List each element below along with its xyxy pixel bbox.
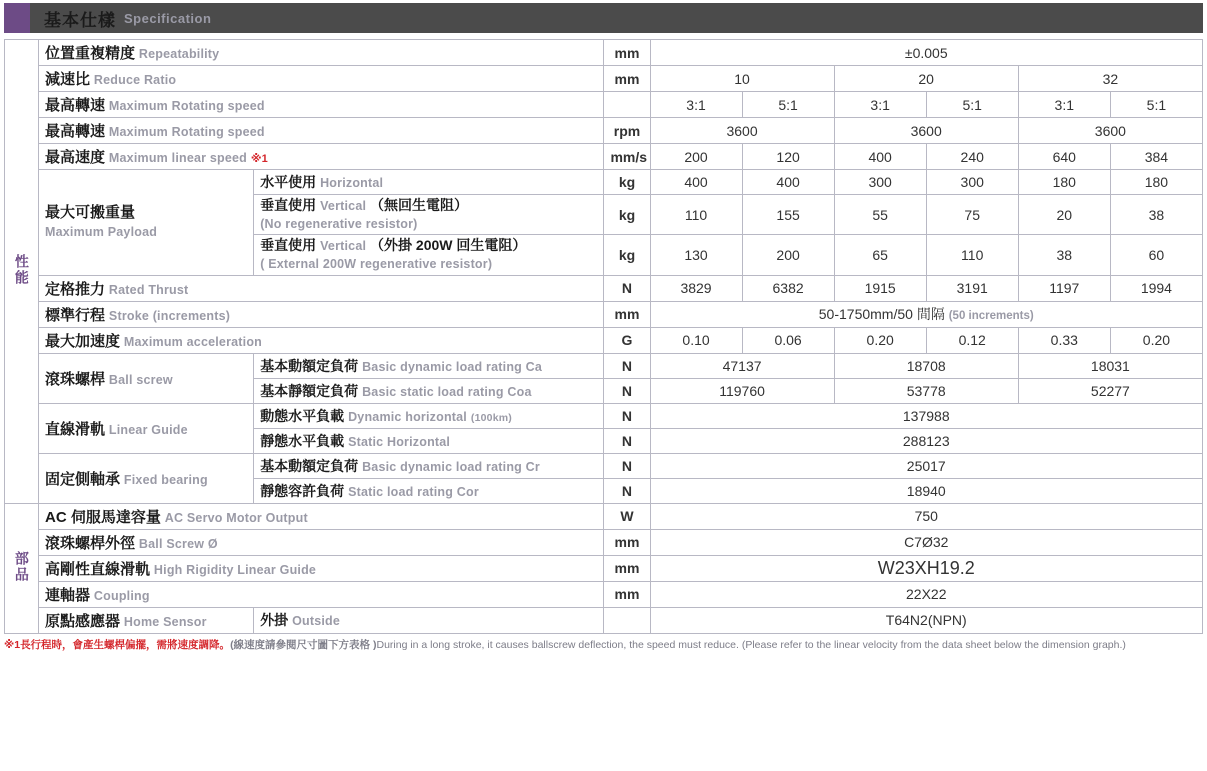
row-label-ball-screw-diameter: 滾珠螺桿外徑 Ball Screw Ø [39, 529, 604, 555]
table-row [5, 170, 1203, 195]
value-cell: 18940 [650, 478, 1203, 503]
subrow-label-dynamic-horizontal: 動態水平負載 Dynamic horizontal (100km) [254, 403, 604, 428]
value-cell: 0.06 [742, 327, 834, 353]
section-title-bar [4, 3, 1203, 33]
subrow-label-static-horizontal: 靜態水平負載 Static Horizontal [254, 428, 604, 453]
unit-home-sensor [604, 607, 650, 633]
row-label-reduce-ratio: 減速比 Reduce Ratio [39, 66, 604, 92]
spec-sheet-page [0, 3, 1207, 651]
row-label-high-rigidity-guide: 高剛性直線滑軌 High Rigidity Linear Guide [39, 555, 604, 581]
value-cell: 38 [1110, 195, 1202, 235]
value-screw-dia: C7Ø32 [650, 529, 1203, 555]
row-label-coupling: 連軸器 Coupling [39, 581, 604, 607]
value-cell: 5:1 [742, 92, 834, 118]
value-cell: 3191 [926, 275, 1018, 301]
value-cell: 75 [926, 195, 1018, 235]
value-cell: 6382 [742, 275, 834, 301]
value-cell: 240 [926, 144, 1018, 170]
unit-coa: N [604, 378, 650, 403]
unit-max-rot-rpm: rpm [604, 118, 650, 144]
table-row [5, 607, 1203, 633]
value-cell: 0.10 [650, 327, 742, 353]
value-home-sensor: T64N2(NPN) [650, 607, 1203, 633]
footnote [4, 639, 1203, 652]
title-bar [30, 3, 1203, 33]
footnote-en: During in a long stroke, it causes ballscrew deflection, the speed must reduce. (Please refer to the linear velocity from the data sheet below the dimension graph.) [376, 638, 1126, 651]
table-row [5, 144, 1203, 170]
value-cell: 155 [742, 195, 834, 235]
value-cell: 3829 [650, 275, 742, 301]
table-row [5, 92, 1203, 118]
value-cell: 10 [650, 66, 834, 92]
value-cell: 5:1 [926, 92, 1018, 118]
value-cell: 52277 [1018, 378, 1202, 403]
unit-repeatability: mm [604, 40, 650, 66]
value-cell: 200 [742, 235, 834, 275]
row-label-home-sensor: 原點感應器 Home Sensor [39, 607, 254, 633]
value-cell: 3600 [650, 118, 834, 144]
value-cell: 65 [834, 235, 926, 275]
value-cell: 0.33 [1018, 327, 1110, 353]
table-row [5, 327, 1203, 353]
table-row [5, 275, 1203, 301]
table-row [5, 66, 1203, 92]
unit-rigid-guide: mm [604, 555, 650, 581]
table-row [5, 453, 1203, 478]
unit-reduce-ratio: mm [604, 66, 650, 92]
value-cell: 400 [742, 170, 834, 195]
value-coupling: 22X22 [650, 581, 1203, 607]
unit-screw-dia: mm [604, 529, 650, 555]
unit-payload-vertical-1: kg [604, 195, 650, 235]
stroke-value: 50-1750mm/50 間隔 [818, 306, 945, 322]
unit-servo: W [604, 503, 650, 529]
row-label-rated-thrust: 定格推力 Rated Thrust [39, 275, 604, 301]
table-row [5, 581, 1203, 607]
row-label-max-payload: 最大可搬重量 Maximum Payload [39, 170, 254, 276]
row-label-linear-guide: 直線滑軌 Linear Guide [39, 403, 254, 453]
value-cell: 0.20 [834, 327, 926, 353]
category-parts: 部品 [5, 503, 39, 633]
value-cell: 400 [650, 170, 742, 195]
footnote-cn-paren: (線速度請參閱尺寸圖下方表格 ) [230, 638, 377, 651]
value-cell: 110 [650, 195, 742, 235]
row-label-ball-screw: 滾珠螺桿 Ball screw [39, 353, 254, 403]
table-row [5, 353, 1203, 378]
value-cell: 119760 [650, 378, 834, 403]
value-cell: 47137 [650, 353, 834, 378]
value-cell: 384 [1110, 144, 1202, 170]
value-cell: 3:1 [1018, 92, 1110, 118]
table-row [5, 403, 1203, 428]
value-cell: 1197 [1018, 275, 1110, 301]
value-cell: 180 [1110, 170, 1202, 195]
value-cell: 3:1 [834, 92, 926, 118]
table-row [5, 503, 1203, 529]
subrow-label-horizontal: 水平使用 Horizontal [254, 170, 604, 195]
table-row [5, 529, 1203, 555]
row-label-max-acceleration: 最大加速度 Maximum acceleration [39, 327, 604, 353]
row-label-repeatability: 位置重複精度 Repeatability [39, 40, 604, 66]
subrow-label-home-sensor-outside: 外掛 Outside [254, 607, 604, 633]
section-title-cn: 基本仕樣 [44, 10, 116, 30]
value-cell: 0.20 [1110, 327, 1202, 353]
value-cell: 400 [834, 144, 926, 170]
value-cell: 200 [650, 144, 742, 170]
unit-stroke: mm [604, 301, 650, 327]
value-cell: 120 [742, 144, 834, 170]
footnote-mark-text: ※1 [4, 638, 21, 651]
table-row [5, 40, 1203, 66]
specification-table [4, 39, 1203, 634]
title-accent-block [4, 3, 30, 33]
unit-payload-horizontal: kg [604, 170, 650, 195]
value-cell: 640 [1018, 144, 1110, 170]
footnote-mark: ※1 [250, 153, 268, 165]
value-cell: 1915 [834, 275, 926, 301]
value-cell: 300 [926, 170, 1018, 195]
value-cell: 60 [1110, 235, 1202, 275]
row-label-servo-output: AC 伺服馬達容量 AC Servo Motor Output [39, 503, 604, 529]
unit-max-linear-speed: mm/s [604, 144, 650, 170]
unit-dyn-horizontal: N [604, 403, 650, 428]
value-stroke [650, 301, 1203, 327]
value-cell: 110 [926, 235, 1018, 275]
unit-max-acceleration: G [604, 327, 650, 353]
unit-static-horizontal: N [604, 428, 650, 453]
row-label-max-rot-ratio: 最高轉速 Maximum Rotating speed [39, 92, 604, 118]
value-repeatability: ±0.005 [650, 40, 1203, 66]
value-cell: 32 [1018, 66, 1202, 92]
subrow-label-vertical-no-regen: 垂直使用 Vertical （無回生電阻） (No regenerative resistor) [254, 195, 604, 235]
row-label-stroke: 標準行程 Stroke (increments) [39, 301, 604, 327]
subrow-label-vertical-external-regen: 垂直使用 Vertical （外掛 200W 回生電阻） ( External 200W regenerative resistor) [254, 235, 604, 275]
subrow-label-basic-dynamic-ca: 基本動額定負荷 Basic dynamic load rating Ca [254, 353, 604, 378]
table-row [5, 555, 1203, 581]
unit-cr: N [604, 453, 650, 478]
unit-max-rot-ratio [604, 92, 650, 118]
stroke-value-en: (50 increments) [948, 310, 1034, 322]
value-cell: 55 [834, 195, 926, 235]
value-cell: 18031 [1018, 353, 1202, 378]
unit-payload-vertical-2: kg [604, 235, 650, 275]
value-cell: 18708 [834, 353, 1018, 378]
table-row [5, 118, 1203, 144]
value-cell: 25017 [650, 453, 1203, 478]
value-cell: 38 [1018, 235, 1110, 275]
unit-coupling: mm [604, 581, 650, 607]
subrow-label-basic-dynamic-cr: 基本動額定負荷 Basic dynamic load rating Cr [254, 453, 604, 478]
value-cell: 300 [834, 170, 926, 195]
value-cell: 1994 [1110, 275, 1202, 301]
unit-rated-thrust: N [604, 275, 650, 301]
footnote-cn: 長行程時，會產生螺桿偏擺，需將速度調降。 [20, 638, 231, 651]
unit-cor: N [604, 478, 650, 503]
value-cell: 20 [1018, 195, 1110, 235]
value-cell: 137988 [650, 403, 1203, 428]
row-label-max-linear-speed: 最高速度 Maximum linear speed ※1 [39, 144, 604, 170]
value-cell: 3600 [1018, 118, 1202, 144]
value-servo: 750 [650, 503, 1203, 529]
value-cell: 3:1 [650, 92, 742, 118]
subrow-label-static-cor: 靜態容許負荷 Static load rating Cor [254, 478, 604, 503]
value-cell: 20 [834, 66, 1018, 92]
row-label-fixed-bearing: 固定側軸承 Fixed bearing [39, 453, 254, 503]
table-row [5, 301, 1203, 327]
value-cell: 5:1 [1110, 92, 1202, 118]
value-cell: 288123 [650, 428, 1203, 453]
category-performance: 性能 [5, 40, 39, 504]
value-rigid-guide: W23XH19.2 [650, 555, 1203, 581]
value-cell: 130 [650, 235, 742, 275]
subrow-label-basic-static-coa: 基本靜額定負荷 Basic static load rating Coa [254, 378, 604, 403]
section-title-en: Specification [124, 10, 212, 26]
unit-ca: N [604, 353, 650, 378]
value-cell: 180 [1018, 170, 1110, 195]
row-label-max-rot-rpm: 最高轉速 Maximum Rotating speed [39, 118, 604, 144]
value-cell: 3600 [834, 118, 1018, 144]
value-cell: 53778 [834, 378, 1018, 403]
value-cell: 0.12 [926, 327, 1018, 353]
